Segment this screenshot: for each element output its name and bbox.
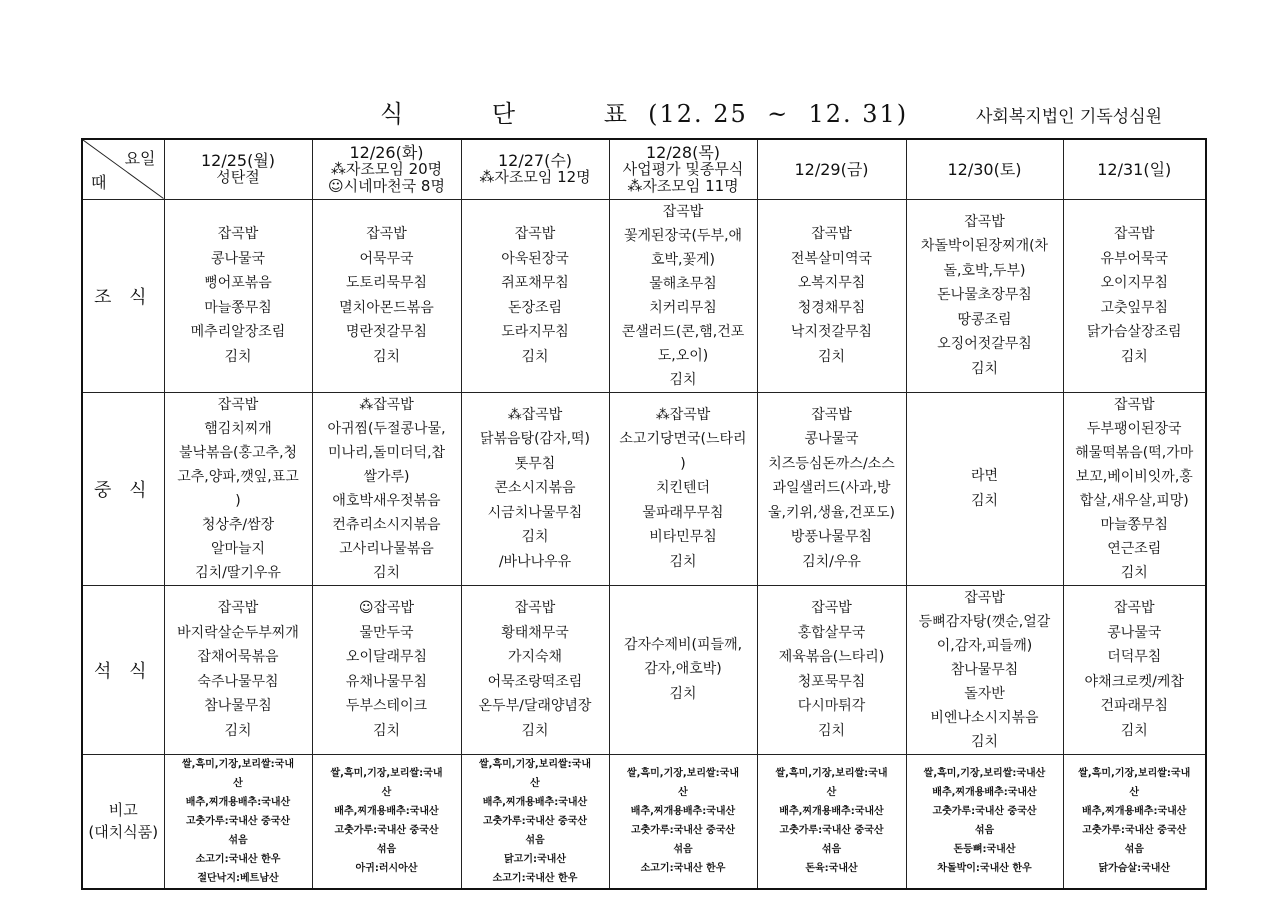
origin-note-line: 쌀,흑미,기장,보리쌀:국내 [479, 758, 591, 770]
menu-item: 연근조림 [1107, 540, 1162, 557]
menu-item: 다시마튀각 [797, 698, 866, 714]
menu-item: 시금치나물무침 [487, 504, 583, 521]
menu-item: 김치 [372, 348, 401, 365]
menu-item: 잡곡밥 [811, 226, 852, 242]
menu-item: 잡곡밥 [1113, 226, 1155, 242]
origin-note-line: 쌀,흑미,기장,보리쌀:국내산 [923, 768, 1046, 779]
origin-note-cell [757, 754, 906, 889]
menu-cell [312, 392, 461, 585]
menu-item: 더덕무침 [1107, 649, 1162, 665]
menu-item: 온두부/달래양념장 [478, 698, 592, 714]
day-header [906, 139, 1063, 199]
header-row [82, 139, 1206, 199]
menu-item: 마늘쫑무침 [1100, 516, 1169, 533]
meal-time-label: 때 [91, 172, 107, 192]
menu-item: 뻥어포볶음 [204, 275, 272, 291]
origin-note-line: 소고기:국내산 한우 [640, 863, 726, 874]
menu-item: 두부팽이된장국 [1086, 420, 1182, 437]
menu-item: 라면 [970, 468, 999, 484]
menu-item: 김치 [1120, 722, 1148, 739]
breakfast-row [82, 199, 1206, 392]
origin-note-line: 산 [678, 787, 688, 798]
menu-item: 김치 [521, 529, 549, 546]
menu-item: 이,감자,피들깨) [936, 637, 1033, 654]
menu-item: ) [235, 492, 241, 509]
menu-item: 꽃게된장국(두부,애 [623, 227, 743, 244]
origin-note-line: 산 [233, 777, 243, 789]
menu-item: 톳무침 [514, 455, 556, 472]
menu-cell [609, 585, 757, 754]
menu-item: 전복살미역국 [790, 250, 873, 267]
menu-item: 도토리묵무침 [345, 275, 428, 291]
menu-item: 청경채무침 [797, 299, 866, 316]
menu-cell [1063, 585, 1206, 754]
menu-item: 잡곡밥 [1113, 396, 1155, 413]
menu-item: ☺잡곡밥 [358, 600, 415, 616]
menu-item: 어묵조랑떡조림 [487, 673, 583, 690]
menu-item: 치즈등심돈까스/소스 [768, 455, 895, 472]
menu-item: 잡곡밥 [964, 213, 1005, 230]
menu-item: 김치 [817, 348, 846, 365]
menu-item: 잡곡밥 [811, 406, 852, 423]
menu-item: 보꼬,베이비잇까,홍 [1075, 468, 1193, 485]
origin-note-cell [609, 754, 757, 889]
origin-note-line: 산 [1129, 787, 1140, 798]
menu-item: 숙주나물무침 [197, 673, 279, 690]
origin-note-cell [461, 754, 609, 889]
menu-item: /바나나우유 [498, 553, 572, 570]
menu-item: 닭가슴살장조림 [1086, 324, 1182, 340]
origin-note-line: 섞음 [525, 834, 545, 846]
menu-item: 콩나물국 [210, 250, 266, 267]
menu-item: 유채나물무침 [345, 673, 428, 690]
menu-item: 고사리나물볶음 [339, 540, 434, 557]
lunch-row [82, 392, 1206, 585]
menu-item: 참나물무침 [950, 661, 1019, 678]
menu-item: 차돌박이된장찌개(차 [920, 238, 1049, 255]
menu-cell [461, 585, 609, 754]
menu-item: 유부어묵국 [1100, 250, 1169, 267]
origin-note-cell [1063, 754, 1206, 889]
menu-item: 홍합살무국 [797, 624, 866, 641]
menu-item: 오징어젓갈무침 [937, 336, 1032, 353]
menu-item: 돌자반 [964, 685, 1005, 702]
day-date: 12/29(금) [794, 159, 869, 179]
menu-item: 콘소시지볶음 [494, 480, 576, 497]
origin-note-line: 배추,찌개용배추:국내산 [482, 796, 588, 808]
menu-item: ⁂잡곡밥 [507, 406, 563, 423]
menu-item: 등뼈감자탕(깻순,얼갈 [918, 613, 1051, 630]
day-date: 12/26(화) [349, 142, 424, 162]
menu-item: 알마늘지 [210, 540, 266, 557]
menu-item: 합살,새우살,피망) [1079, 492, 1189, 509]
origin-note-line: 고춧가루:국내산 중국산 [482, 815, 588, 827]
menu-item: 김치/우유 [802, 553, 861, 570]
menu-item: 참나물무침 [204, 698, 272, 714]
origin-note-line: 배추,찌개용배추:국내산 [1082, 806, 1187, 817]
day-date: 12/28(목) [645, 142, 721, 162]
origin-note-line: 쌀,흑미,기장,보리쌀:국내 [627, 768, 739, 779]
origin-note-line: 절단낙지:베트남산 [197, 872, 279, 884]
origin-note-line: 닭고기:국내산 [504, 853, 566, 865]
breakfast-label: 조 식 [82, 199, 164, 392]
menu-item: 돌,호박,두부) [943, 262, 1026, 279]
menu-item: 해물떡볶음(떡,가마 [1075, 444, 1194, 461]
origin-note-line: 배추,찌개용배추:국내산 [932, 787, 1037, 798]
menu-item: 치커리무침 [649, 299, 717, 316]
origin-note-cell [312, 754, 461, 889]
day-date: 12/31(일) [1097, 159, 1172, 179]
menu-item: 호박,꽃게) [650, 251, 715, 268]
menu-item: 제육볶음(느타리) [778, 649, 885, 665]
menu-cell [757, 392, 906, 585]
notes-label-line: (대치식품) [88, 823, 159, 841]
menu-item: 잡곡밥 [217, 600, 259, 616]
dinner-row [82, 585, 1206, 754]
menu-item: 잡곡밥 [366, 226, 407, 242]
menu-item: 김치 [521, 348, 549, 365]
menu-item: 김치 [669, 371, 697, 388]
menu-item: 청상추/쌈장 [201, 516, 275, 533]
menu-item: 아욱된장국 [501, 250, 569, 267]
day-header [1063, 139, 1206, 199]
origin-note-line: 닭가슴살:국내산 [1098, 863, 1171, 874]
origin-note-line: 배추,찌개용배추:국내산 [334, 806, 439, 817]
menu-item: ⁂잡곡밥 [359, 396, 414, 413]
origin-note-line: 아귀:러시아산 [355, 863, 418, 874]
day-date: 12/30(토) [947, 159, 1022, 179]
menu-item: 김치 [372, 564, 401, 581]
day-header [461, 139, 609, 199]
origin-note-line: 배추,찌개용배추:국내산 [630, 806, 736, 817]
menu-cell [461, 392, 609, 585]
menu-item: 김치 [970, 492, 999, 509]
origin-note-line: 섞음 [673, 844, 693, 855]
notes-row [82, 754, 1206, 889]
origin-note-line: 배추,찌개용배추:국내산 [779, 806, 884, 817]
menu-cell [906, 199, 1063, 392]
lunch-label: 중 식 [82, 392, 164, 585]
menu-item: 잡곡밥 [964, 589, 1005, 606]
menu-item: 잡채어묵볶음 [197, 649, 279, 665]
menu-cell [312, 585, 461, 754]
menu-item: 쌀가루) [363, 468, 410, 485]
origin-note-line: 고춧가루:국내산 중국산 [932, 806, 1037, 817]
origin-note-line: 돈육:국내산 [805, 863, 858, 874]
origin-note-line: 산 [826, 787, 837, 798]
menu-item: 김치 [669, 685, 697, 702]
menu-item: 울,키위,생율,건포도) [767, 504, 895, 521]
origin-note-line: 산 [381, 787, 392, 798]
origin-note-line: 쌀,흑미,기장,보리쌀:국내 [1078, 768, 1191, 779]
origin-note-line: 고춧가루:국내산 중국산 [1082, 825, 1187, 836]
menu-item: 치킨텐더 [655, 480, 711, 497]
menu-item: 콩나물국 [1107, 624, 1162, 641]
day-date: 12/25(월) [200, 151, 276, 171]
menu-cell [461, 199, 609, 392]
origin-note-line: 배추,찌개용배추:국내산 [185, 796, 291, 808]
menu-item: 오복지무침 [797, 275, 866, 291]
notes-label-line: 비고 [108, 801, 138, 819]
menu-item: 고추,양파,깻잎,표고 [177, 468, 299, 485]
menu-item: 애호박새우젓볶음 [332, 492, 441, 509]
menu-item: 야채크로켓/케찹 [1084, 673, 1184, 690]
menu-item: 닭볶음탕(감자,떡) [479, 431, 591, 448]
day-header [164, 139, 312, 199]
day-header [757, 139, 906, 199]
weekday-label: 요일 [124, 149, 156, 168]
origin-note-line: 산 [530, 777, 540, 789]
menu-item: 잡곡밥 [514, 600, 556, 616]
menu-item: 콩나물국 [804, 431, 859, 448]
origin-note-line: 쌀,흑미,기장,보리쌀:국내 [182, 758, 294, 770]
menu-item: 오이지무침 [1100, 275, 1169, 291]
menu-item: 돈장조림 [507, 299, 563, 316]
menu-item: 멸치아몬드볶음 [339, 299, 434, 316]
menu-item: 두부스테이크 [345, 698, 428, 714]
menu-item: 돈나물초장무침 [937, 287, 1032, 304]
origin-note-line: 고춧가루:국내산 중국산 [779, 825, 884, 836]
menu-item: 김치 [224, 348, 252, 365]
origin-note-line: 돈등뼈:국내산 [953, 844, 1016, 855]
day-event: 성탄절 [216, 168, 260, 187]
day-event: ⁂자조모임 11명 [627, 176, 739, 195]
menu-item: 메추리알장조림 [190, 324, 286, 340]
menu-item: 콘샐러드(콘,햄,건포 [621, 323, 745, 340]
menu-item: 낙지젓갈무침 [790, 324, 873, 340]
menu-item: 고춧잎무침 [1100, 299, 1169, 316]
menu-item: 오이달래무침 [345, 649, 428, 665]
origin-note-line: 쌀,흑미,기장,보리쌀:국내 [775, 768, 888, 779]
origin-note-line: 소고기:국내산 한우 [492, 872, 578, 884]
menu-item: 김치 [669, 553, 697, 570]
page-title: 식 단 표 (12. 25 ~ 12. 31) [380, 100, 909, 128]
menu-item: 햄김치찌개 [204, 420, 272, 437]
menu-item: ) [680, 455, 686, 472]
menu-item: ⁂잡곡밥 [655, 406, 711, 423]
origin-note-cell [164, 754, 312, 889]
menu-item: 물파래무무침 [642, 504, 724, 521]
menu-item: 비타민무침 [649, 529, 717, 546]
menu-item: 가지숙채 [507, 649, 563, 665]
menu-item: 미나리,돌미더덕,찹 [327, 444, 446, 461]
menu-item: 잡곡밥 [217, 226, 259, 242]
menu-item: 어묵무국 [359, 250, 414, 267]
menu-item: 비엔나소시지볶음 [930, 709, 1039, 726]
dinner-label: 석 식 [82, 585, 164, 754]
day-event: ⁂자조모임 20명 [330, 159, 443, 178]
day-header [609, 139, 757, 199]
origin-note-line: 섞음 [974, 825, 995, 836]
menu-item: 쥐포채무침 [501, 275, 569, 291]
menu-item: 감자,애호박) [644, 661, 722, 678]
origin-note-line: 쌀,흑미,기장,보리쌀:국내 [330, 768, 443, 779]
menu-item: 방풍나물무침 [790, 529, 873, 546]
menu-cell [164, 585, 312, 754]
menu-item: 김치 [224, 722, 252, 739]
origin-note-line: 고춧가루:국내산 중국산 [630, 825, 736, 836]
menu-item: 김치 [521, 722, 549, 739]
day-event: ⁂자조모임 12명 [479, 168, 591, 187]
origin-note-line: 섞음 [376, 844, 397, 855]
menu-item: 컨츄리소시지볶음 [332, 516, 441, 533]
menu-item: 김치 [970, 733, 999, 750]
menu-item: 땅콩조림 [957, 311, 1012, 328]
notes-label [82, 754, 164, 889]
menu-item: 물만두국 [359, 624, 414, 641]
menu-item: 잡곡밥 [811, 600, 852, 616]
menu-cell [312, 199, 461, 392]
menu-item: 황태채무국 [501, 624, 569, 641]
origin-note-line: 고춧가루:국내산 중국산 [185, 815, 291, 827]
day-event: ☺시네마천국 8명 [328, 176, 445, 195]
day-date: 12/27(수) [497, 151, 573, 171]
origin-note-line: 소고기:국내산 한우 [195, 853, 281, 865]
origin-note-line: 섞음 [1124, 844, 1144, 855]
menu-item: 소고기당면국(느타리 [619, 431, 747, 448]
menu-item: 잡곡밥 [662, 203, 704, 220]
menu-item: 명란젓갈무침 [345, 324, 428, 340]
menu-item: 도,오이) [657, 347, 709, 364]
menu-cell [1063, 199, 1206, 392]
origin-note-line: 섞음 [821, 844, 842, 855]
menu-item: 불낙볶음(홍고추,청 [178, 444, 298, 461]
menu-item: 물해초무침 [649, 275, 717, 292]
menu-item: 바지락살순두부찌개 [177, 624, 299, 641]
menu-item: 마늘쫑무침 [204, 299, 272, 316]
menu-item: 김치 [1120, 564, 1148, 581]
menu-item: 김치 [372, 722, 401, 739]
weekly-menu-table [81, 138, 1207, 890]
day-header [312, 139, 461, 199]
menu-cell [609, 392, 757, 585]
menu-cell [757, 199, 906, 392]
menu-cell [164, 392, 312, 585]
menu-item: 김치 [970, 360, 999, 377]
menu-item: 건파래무침 [1100, 698, 1169, 714]
origin-note-line: 섞음 [228, 834, 248, 846]
origin-note-line: 차돌박이:국내산 한우 [937, 863, 1032, 874]
menu-cell [609, 199, 757, 392]
menu-item: 김치 [1120, 348, 1148, 365]
menu-item: 과일샐러드(사과,방 [772, 480, 891, 497]
menu-item: 잡곡밥 [217, 396, 259, 413]
menu-item: 잡곡밥 [514, 226, 556, 242]
origin-note-line: 고춧가루:국내산 중국산 [334, 825, 439, 836]
menu-cell [906, 585, 1063, 754]
menu-item: 김치 [817, 722, 846, 739]
menu-cell [906, 392, 1063, 585]
menu-item: 아귀찜(두절콩나물, [327, 420, 446, 437]
origin-note-cell [906, 754, 1063, 889]
menu-item: 김치/딸기우유 [195, 564, 281, 581]
menu-cell [164, 199, 312, 392]
day-event: 사업평가 및종무식 [622, 159, 744, 178]
menu-cell [1063, 392, 1206, 585]
menu-cell [757, 585, 906, 754]
organization-name: 사회복지법인 기독성심원 [976, 107, 1163, 127]
menu-item: 감자수제비(피들깨, [623, 636, 743, 653]
corner-cell [82, 139, 164, 199]
menu-item: 도라지무침 [501, 324, 569, 340]
menu-item: 잡곡밥 [1113, 600, 1155, 616]
menu-item: 청포묵무침 [797, 673, 866, 690]
